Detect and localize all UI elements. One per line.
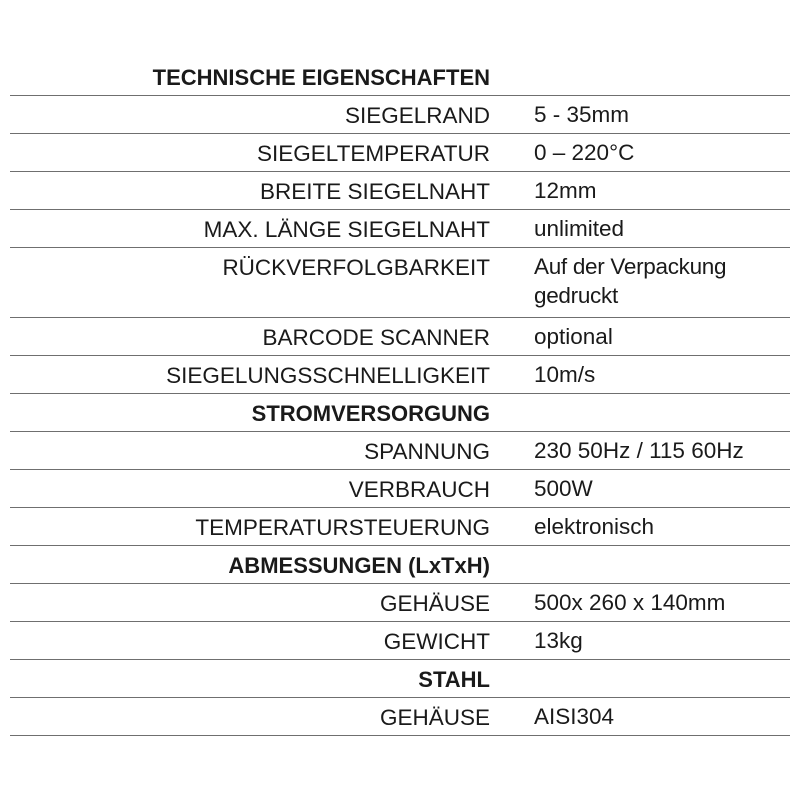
section-heading: STAHL (418, 667, 490, 692)
section-heading-spacer (490, 58, 534, 95)
spec-value: 13kg (534, 628, 583, 653)
spec-value: 12mm (534, 178, 597, 203)
spec-label: RÜCKVERFOLGBARKEIT (222, 255, 490, 280)
spec-row (10, 432, 790, 470)
spec-value: 500x 260 x 140mm (534, 590, 726, 615)
spec-row (10, 172, 790, 210)
spec-row (10, 318, 790, 356)
spec-value: unlimited (534, 216, 625, 241)
spec-row (10, 96, 790, 134)
section-heading-spacer (490, 546, 534, 583)
spec-row (10, 584, 790, 622)
spec-label: SIEGELRAND (344, 103, 490, 128)
spec-label: BARCODE SCANNER (262, 325, 490, 350)
section-heading-row (10, 660, 790, 698)
spec-row (10, 470, 790, 508)
spec-value: 5 - 35mm (534, 102, 630, 127)
section-heading-row (10, 394, 790, 432)
spec-table (10, 58, 790, 736)
spec-label: GEWICHT (383, 629, 490, 654)
spec-row (10, 698, 790, 736)
spec-value: 230 50Hz / 115 60Hz (534, 438, 744, 463)
section-heading: STROMVERSORGUNG (251, 401, 490, 426)
spec-row (10, 622, 790, 660)
spec-value: elektronisch (534, 514, 655, 539)
spec-label: VERBRAUCH (348, 477, 490, 502)
section-heading-spacer (490, 394, 534, 431)
spec-label: TEMPERATURSTEUERUNG (195, 515, 490, 540)
spec-value: 500W (534, 476, 593, 501)
section-heading: ABMESSUNGEN (LxTxH) (228, 553, 490, 578)
spec-value: 0 – 220°C (534, 140, 635, 165)
section-heading-row (10, 58, 790, 96)
spec-label: BREITE SIEGELNAHT (259, 179, 490, 204)
spec-row (10, 210, 790, 248)
spec-row (10, 248, 790, 318)
spec-row (10, 356, 790, 394)
spec-label: SPANNUNG (364, 439, 490, 464)
spec-label: GEHÄUSE (379, 591, 490, 616)
section-heading-spacer (490, 660, 534, 697)
spec-label: SIEGELUNGSSCHNELLIGKEIT (166, 363, 490, 388)
spec-row (10, 134, 790, 172)
spec-label: GEHÄUSE (379, 705, 490, 730)
spec-value: optional (534, 324, 613, 349)
section-heading: TECHNISCHE EIGENSCHAFTEN (152, 65, 490, 90)
spec-value: AISI304 (534, 704, 615, 729)
spec-value: 10m/s (534, 362, 596, 387)
spec-label: MAX. LÄNGE SIEGELNAHT (203, 217, 490, 242)
spec-row (10, 508, 790, 546)
section-heading-row (10, 546, 790, 584)
spec-label: SIEGELTEMPERATUR (257, 141, 490, 166)
spec-value: Auf der Verpackung gedruckt (534, 254, 727, 308)
